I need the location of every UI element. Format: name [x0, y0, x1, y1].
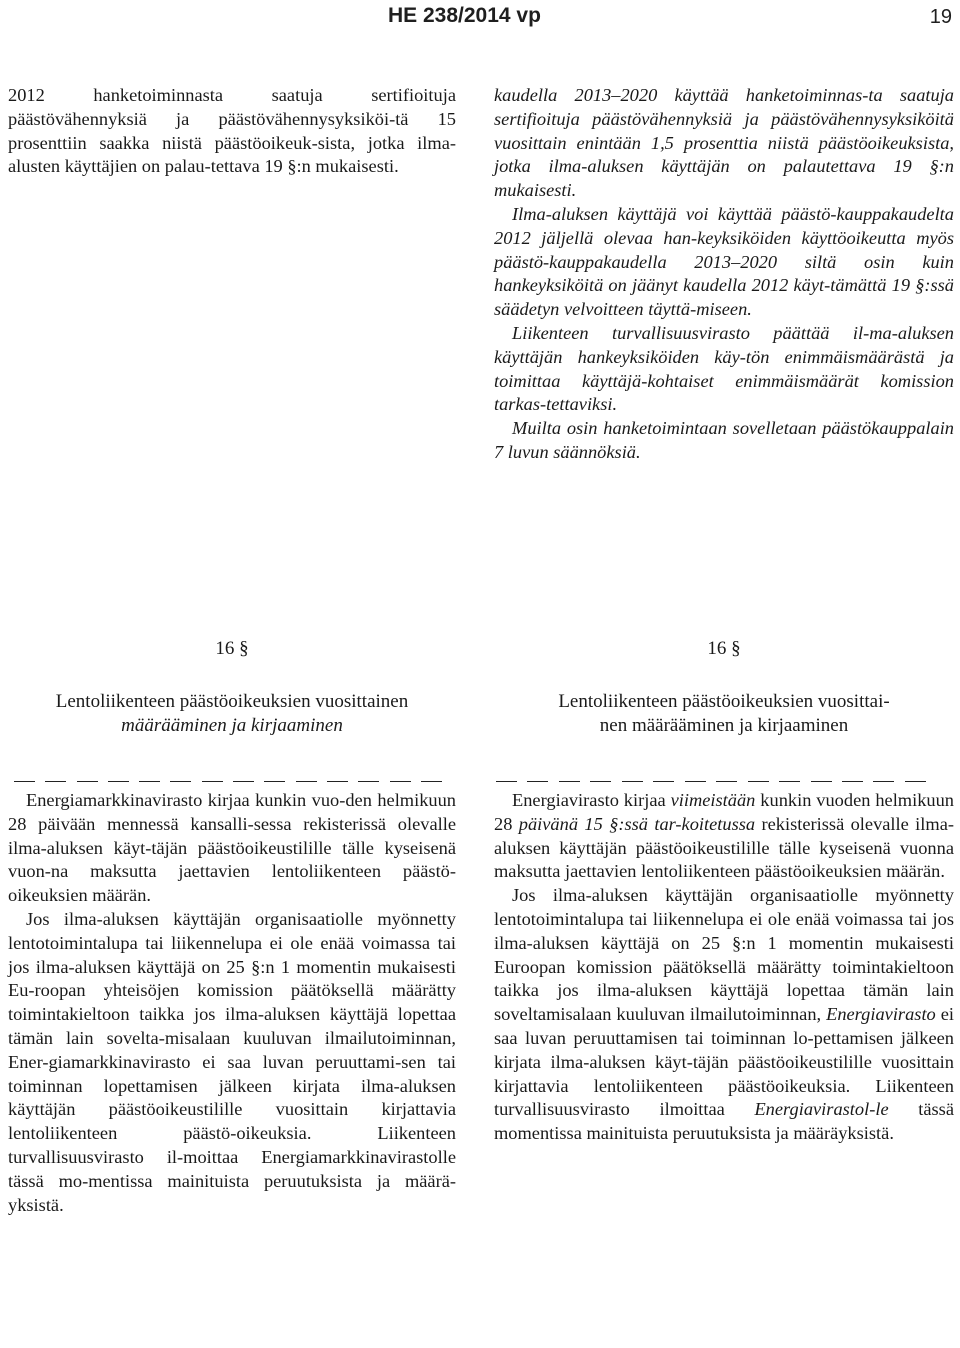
- right-section-title-line1: Lentoliikenteen päästöoikeuksien vuosittai-: [558, 691, 890, 712]
- right-p2-text-c: ei saa luvan peruuttamisen tai toiminnan lo-pettamisen jälkeen kirjata ilma-aluksen käyt-täjän päästöoikeustilille vuosittain kirjattavia lentoliikenteen päästöoikeuksia. Liikenteen turvallisuusvirasto ilmoittaa: [494, 1004, 954, 1120]
- right-section-title: [494, 690, 954, 738]
- right-top-paragraph-1: kaudella 2013–2020 käyttää hanketoiminnas-ta saatuja sertifioituja päästövähennyksiä ja päästövähennysyksiköitä vuosittain enintään 1,5 prosenttia niistä päästöoikeuksista, jotka ilma-aluksen käyttäjän on palautettava 19 §:n mukaisesti.: [494, 85, 954, 201]
- right-p1-emphasis-b: viimeistään: [670, 790, 756, 810]
- right-p1-emphasis-d: päivänä 15 §:ssä tar-koitetussa: [518, 813, 756, 834]
- right-p1-text-c: kunkin vuoden helmikuun 28: [494, 790, 955, 834]
- right-p2-text-a: Jos ilma-aluksen käyttäjän organisaatiolle myönnetty lentotoimintalupa tai liikennelupa ei ole enää voimassa tai jos ilma-aluksen käyttäjä on 25 §:n 1 momentin mukaisesti Euroopan komission päätöksellä määrätty toimintakieltoon taikka jos ilma-aluksen käyttäjä lopettaa tämän lain soveltamisalaan kuuluvan ilmailutoiminnan,: [494, 885, 954, 1025]
- right-section-separator: [496, 758, 926, 782]
- left-body-paragraph-1: Energiamarkkinavirasto kirjaa kunkin vuo-den helmikuun 28 päivään mennessä kansalli-sessa rekisterissä olevalle ilma-aluksen käyt-täjän päästöoikeustilille tälle kyseisenä vuon-na maksutta jaettavien lentoliikenteen päästö-oikeuksien määrän.: [8, 790, 456, 906]
- left-top-paragraph: 2012 hanketoiminnasta saatuja sertifioituja päästövähennyksiä ja päästövähennysyksiköi-tä 15 prosenttiin saakka niistä päästöoikeuk-sista, jotka ilma-alusten käyttäjien on palau-tettava 19 §:n mukaisesti.: [8, 85, 456, 177]
- right-top-paragraph-4: Muilta osin hanketoimintaan sovelletaan päästökauppalain 7 luvun säännöksiä.: [494, 418, 954, 462]
- right-p2-text-e: tässä momentissa mainituista peruutuksista ja määräyksistä.: [494, 1099, 954, 1144]
- right-p1-text-a: Energiavirasto kirjaa: [512, 790, 671, 810]
- page-number: 19: [929, 6, 952, 28]
- left-column-top-text: [8, 84, 456, 179]
- right-top-paragraph-2: Ilma-aluksen käyttäjä voi käyttää päästö-kauppakaudelta 2012 jäljellä olevaa han-keyksiköiden käyttöoikeutta myös päästö-kauppakaudella 2013–2020 siltä osin kuin hankeyksiköitä on jäänyt kaudella 2012 käyt-tämättä 19 §:ssä säädetyn velvoitteen täyttä-miseen.: [494, 203, 954, 320]
- right-section-number: 16 §: [707, 638, 741, 659]
- left-body-paragraph-2: Jos ilma-aluksen käyttäjän organisaatiolle myönnetty lentotoimintalupa tai liikennelupa ei ole enää voimassa tai jos ilma-aluksen käyttäjä on 25 §:n 1 momentin mukaisesti Eu-roopan yhteisöjen komission päätöksellä määrätty toimintakieltoon taikka jos ilma-aluksen käyttäjä lopettaa tämän lain sovelta-misalaan kuuluvan ilmailutoiminnan, Ener-giamarkkinavirasto ei saa luvan peruuttami-sen tai toiminnan lopettamisen jälkeen kirjata ilma-aluksen käyttäjän päästöoikeustilille vuosittain kirjattavia lentoliikenteen päästö-oikeuksia. Liikenteen turvallisuusvirasto il-moittaa Energiamarkkinavirastolle tässä mo-mentissa mainituista peruutuksista ja määrä-yksistä.: [8, 908, 456, 1215]
- right-p2-emphasis-d: Energiavirastol-le: [754, 1099, 889, 1120]
- left-section-title: [8, 690, 456, 738]
- left-section-title-line1: Lentoliikenteen päästöoikeuksien vuosittainen: [55, 691, 409, 712]
- left-section-number: 16 §: [215, 638, 249, 659]
- right-p2-emphasis-b: Energiavirasto: [826, 1004, 936, 1025]
- document-id: HE 238/2014 vp: [388, 4, 541, 27]
- right-p1-text-e: rekisterissä olevalle ilma-aluksen käyttäjän päästöoikeustilille tälle kyseisenä vuonna maksutta jaettavien lentoliikenteen päästöoikeuksien määrän.: [494, 813, 954, 882]
- right-section-body: [494, 789, 954, 1146]
- right-section-title-line2: nen määrääminen ja kirjaaminen: [599, 715, 849, 736]
- left-section-body: [8, 789, 456, 1217]
- right-top-paragraph-3: Liikenteen turvallisuusvirasto päättää il-ma-aluksen käyttäjän hankeyksiköiden käy-tön enimmäismäärästä ja toimittaa käyttäjä-kohtaiset enimmäismäärät komission tarkas-tettaviksi.: [494, 322, 954, 415]
- right-body-paragraph-1: [494, 789, 954, 884]
- right-body-paragraph-2: [494, 884, 954, 1146]
- left-section-title-line2: määrääminen ja kirjaaminen: [121, 715, 343, 736]
- left-section-separator: [14, 758, 442, 782]
- right-column-top-text: [494, 84, 954, 465]
